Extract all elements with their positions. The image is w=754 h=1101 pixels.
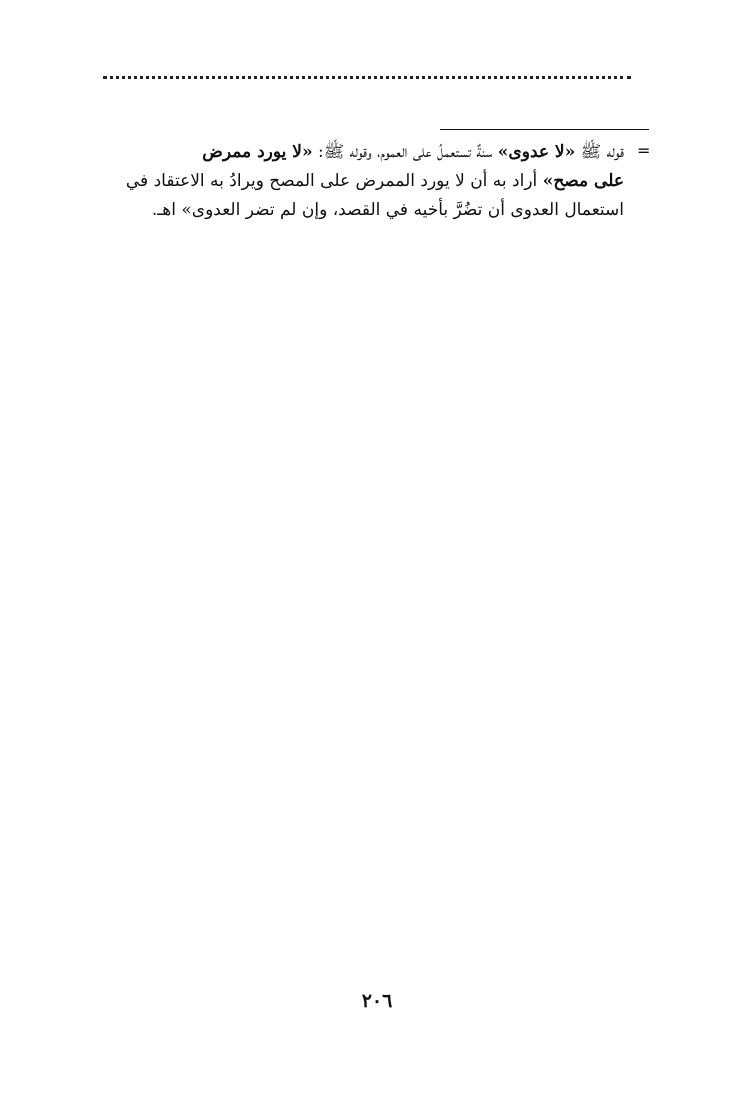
footnote-text — [98, 138, 624, 225]
footnote-text-run: أراد به أن لا يورد الممرض على المصح ويرادُ به الاعتقاد في — [125, 171, 543, 191]
footnote-line-3 — [98, 196, 624, 225]
footnote-quote-bold: «لا يورد ممرض — [202, 142, 313, 162]
footnote-text-run: استعمال العدوى أن تضُرَّ بأخيه في القصد، وإن لم تضر العدوى» اهـ. — [151, 200, 624, 220]
footnote-separator-line — [440, 129, 649, 130]
footnote-line-1 — [98, 138, 624, 167]
footnote-text-run: قوله ﷺ — [575, 142, 624, 162]
footnote-line-2 — [98, 167, 624, 196]
page-number: ٢٠٦ — [361, 990, 393, 1012]
footnote-quote-bold: على مصح» — [542, 171, 624, 191]
footnote-continuation-mark: = — [637, 141, 651, 160]
footnote-quote-bold: «لا عدوى» — [497, 142, 576, 162]
footnote-text-run: سنةٌ تستعملُ على العموم، وقوله ﷺ: — [312, 142, 498, 162]
dotted-separator — [103, 76, 631, 79]
